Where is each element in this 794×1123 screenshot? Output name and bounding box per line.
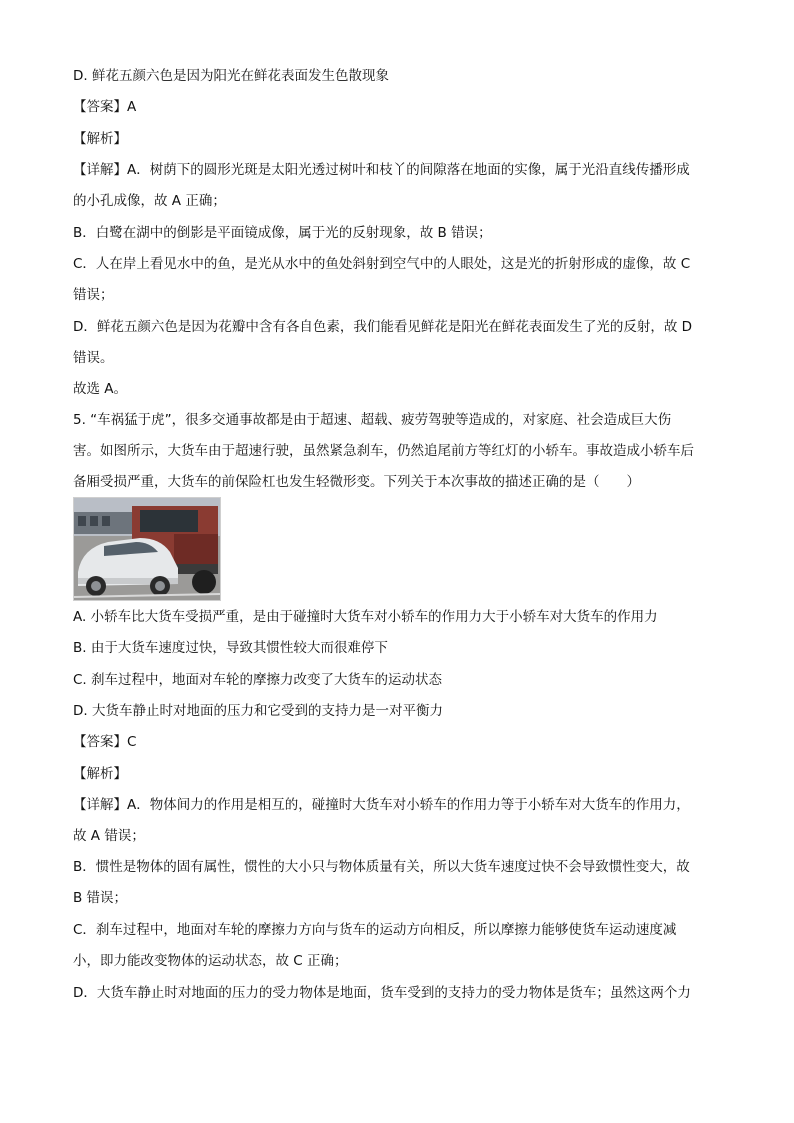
analysis-label: 【解析】 — [73, 766, 127, 782]
explanation-line: B．白鹭在湖中的倒影是平面镜成像，属于光的反射现象，故 B 错误； — [73, 225, 492, 241]
option-d: D. 大货车静止时对地面的压力和它受到的支持力是一对平衡力 — [73, 703, 443, 719]
explanation-line: C．刹车过程中，地面对车轮的摩擦力方向与货车的运动方向相反，所以摩擦力能够使货车运动速度减 — [73, 922, 677, 938]
explanation-line: 【详解】A．树荫下的圆形光斑是太阳光透过树叶和枝丫的间隙落在地面的实像，属于光沿直线传播形成 — [73, 162, 690, 178]
question-5-stem: 5. “车祸猛于虎”，很多交通事故都是由于超速、超载、疲劳驾驶等造成的，对家庭、社会造成巨大伤 — [73, 412, 672, 428]
analysis-label: 【解析】 — [73, 131, 127, 147]
explanation-line: 错误； — [73, 287, 114, 303]
option-b: B. 由于大货车速度过快，导致其惯性较大而很难停下 — [73, 640, 388, 656]
accident-photo — [73, 497, 221, 601]
question-5-stem: 害。如图所示，大货车由于超速行驶，虽然紧急刹车，仍然追尾前方等红灯的小轿车。事故造成小轿车后 — [73, 443, 694, 459]
question-5-stem: 备厢受损严重，大货车的前保险杠也发生轻微形变。下列关于本次事故的描述正确的是（ ） — [73, 474, 640, 490]
explanation-line: C．人在岸上看见水中的鱼，是光从水中的鱼处斜射到空气中的人眼处，这是光的折射形成的虚像，故 C — [73, 256, 691, 272]
explanation-line: D．鲜花五颜六色是因为花瓣中含有各自色素，我们能看见鲜花是阳光在鲜花表面发生了光的反射，故 D — [73, 319, 693, 335]
explanation-line: B 错误； — [73, 890, 128, 906]
answer-label: 【答案】A — [73, 99, 137, 115]
explanation-line: 错误。 — [73, 350, 114, 366]
explanation-line: B．惯性是物体的固有属性，惯性的大小只与物体质量有关，所以大货车速度过快不会导致惯性变大，故 — [73, 859, 690, 875]
explanation-line: D．大货车静止时对地面的压力的受力物体是地面，货车受到的支持力的受力物体是货车；虽然这两个力 — [73, 985, 691, 1001]
explanation-line: 故 A 错误； — [73, 828, 145, 844]
answer-label: 【答案】C — [73, 734, 137, 750]
conclusion-line: 故选 A。 — [73, 381, 128, 397]
option-d-previous-question: D. 鲜花五颜六色是因为阳光在鲜花表面发生色散现象 — [73, 68, 389, 84]
option-a: A. 小轿车比大货车受损严重，是由于碰撞时大货车对小轿车的作用力大于小轿车对大货车的作用力 — [73, 609, 658, 625]
explanation-line: 【详解】A．物体间力的作用是相互的，碰撞时大货车对小轿车的作用力等于小轿车对大货车的作用力， — [73, 797, 690, 813]
option-c: C. 刹车过程中，地面对车轮的摩擦力改变了大货车的运动状态 — [73, 672, 443, 688]
explanation-line: 的小孔成像，故 A 正确； — [73, 193, 226, 209]
explanation-line: 小，即力能改变物体的运动状态，故 C 正确； — [73, 953, 348, 969]
